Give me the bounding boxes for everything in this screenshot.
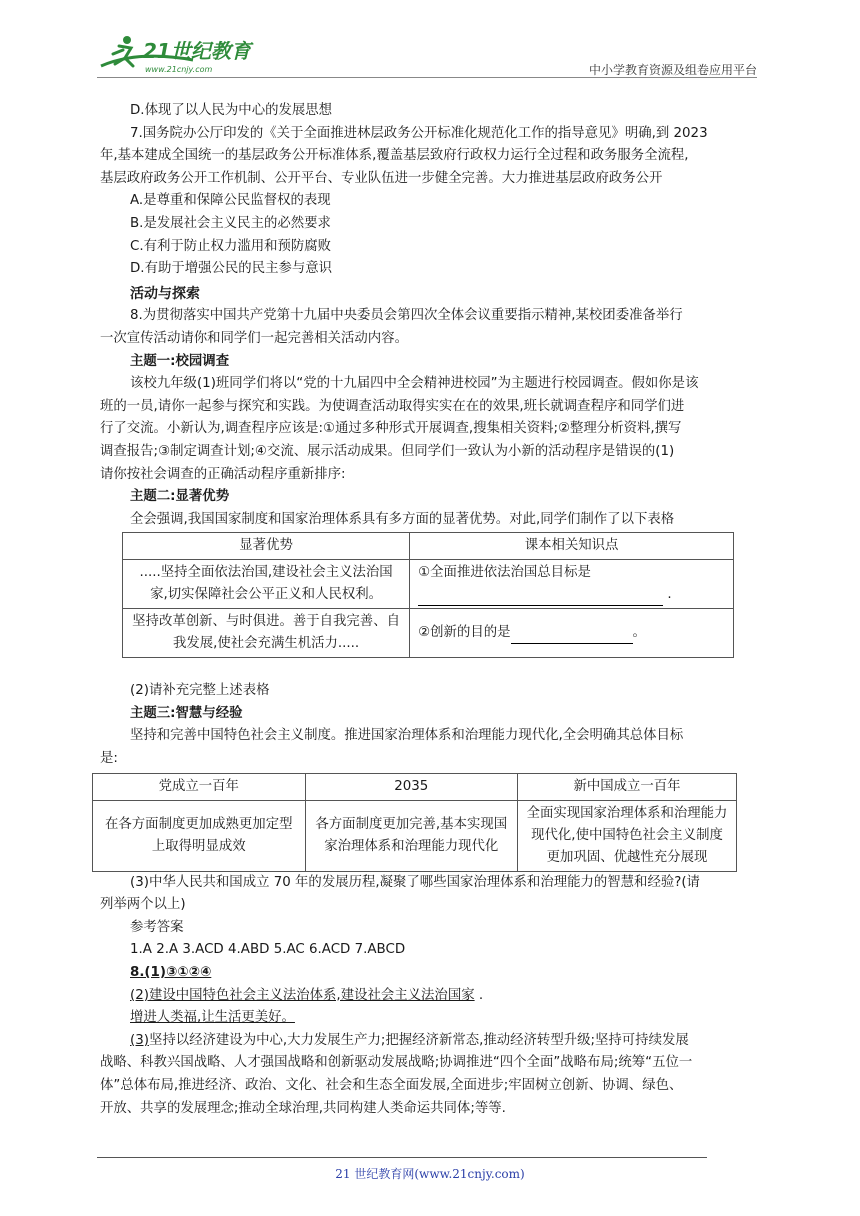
table-row (93, 800, 737, 871)
goals-table (92, 773, 737, 872)
q7-option-a: A.是尊重和保障公民监督权的表现 (130, 193, 331, 209)
answer-8-6: 体”总体布局,推进经济、政治、文化、社会和生态全面发展,全面进步;牢固树立创新、协调、绿色、 (100, 1078, 683, 1093)
table1-cell-knowledge-2-text: ②创新的目的是 (418, 625, 511, 641)
table-row (123, 560, 734, 609)
table2-cell-prc: 全面实现国家治理体系和治理能力现代化,使中国特色社会主义制度更加巩固、优越性充分展现 (518, 800, 737, 871)
advantage-table (122, 532, 734, 658)
21cnjy-logo (97, 30, 277, 80)
document-body (100, 100, 770, 1120)
q8-stem-line2: 一次宣传活动请你和同学们一起完善相关活动内容。 (100, 330, 408, 346)
table1-cell-knowledge-2-tail: 。 (632, 625, 646, 641)
answer-blank-1[interactable] (418, 605, 663, 606)
answer-8-1 (130, 962, 770, 985)
table1-cell-advantage-1: .....坚持全面依法治国,建设社会主义法治国家,切实保障社会公平正义和人民权利。 (123, 560, 410, 609)
answer-8-7: 开放、共享的发展理念;推动全球治理,共同构建人类命运共同体;等等. (100, 1100, 506, 1116)
table2-cell-2035: 各方面制度更加完善,基本实现国家治理体系和治理能力现代化 (305, 800, 518, 871)
page-header (97, 30, 757, 80)
table1-header-knowledge: 课本相关知识点 (410, 533, 734, 560)
table1-header-advantage: 显著优势 (123, 533, 410, 560)
q7-option-b: B.是发展社会主义民主的必然要求 (130, 215, 331, 231)
table2-header-2035: 2035 (305, 773, 518, 800)
footer-source: 21 世纪教育网(www.21cnjy.com) (335, 1167, 525, 1181)
svg-text:21世纪教育: 21世纪教育 (143, 39, 251, 63)
theme2-line1: 全会强调,我国国家制度和国家治理体系具有多方面的显著优势。对此,同学们制作了以下表格 (130, 511, 675, 527)
q7-option-c: C.有利于防止权力滥用和预防腐败 (130, 238, 332, 254)
q8-part3-line1: (3)中华人民共和国成立 70 年的发展历程,凝聚了哪些国家治理体系和治理能力的智慧和经验?(请 (130, 874, 700, 890)
section-heading: 活动与探索 (130, 285, 200, 302)
header-divider (97, 77, 757, 78)
table-row (123, 609, 734, 658)
q6-option-d: D.体现了以人民为中心的发展思想 (130, 103, 333, 118)
q7-stem-line2: 年,基本建成全国统一的基层政务公开标准体系,覆盖基层致府行政权力运行全过程和政务服务全流程, (100, 148, 689, 164)
table1-cell-knowledge-2 (410, 609, 734, 658)
table2-cell-party: 在各方面制度更加成熟更加定型上取得明显成效 (93, 800, 306, 871)
footer-divider (97, 1157, 707, 1158)
theme1-heading: 主题一:校园调查 (130, 353, 230, 369)
answer-mc: 1.A 2.A 3.ACD 4.ABD 5.AC 6.ACD 7.ABCD (130, 942, 406, 958)
table1-cell-knowledge-1 (410, 560, 734, 609)
answer-8-5: 战略、科教兴国战略、人才强国战略和创新驱动发展战略;协调推进“四个全面”战略布局;统筹“五位一 (100, 1055, 693, 1071)
svg-text:www.21cnjy.com: www.21cnjy.com (145, 65, 213, 74)
theme1-line5: 请你按社会调查的正确活动程序重新排序: (100, 466, 346, 482)
q8-part2-prompt: (2)请补充完整上述表格 (130, 683, 270, 699)
answer-8-4-text: 坚持以经济建设为中心,大力发展生产力;把握经济新常态,推动经济转型升级;坚持可持续发展 (148, 1032, 689, 1048)
table1-cell-knowledge-1-tail: . (667, 587, 672, 603)
q7-stem-line3: 基层政府政务公开工作机制、公开平台、专业队伍进一步健全完善。大力推进基层政府政务公开 (100, 170, 663, 186)
q7-stem-line1: 7.国务院办公厅印发的《关于全面推进林层政务公开标准化规范化工作的指导意见》明确,到 2023 (130, 125, 708, 141)
answer-8-3 (130, 1007, 770, 1030)
q7-option-d: D.有助于增强公民的民主参与意识 (130, 261, 333, 277)
table2-header-party: 党成立一百年 (93, 773, 306, 800)
answer-8-2 (130, 985, 770, 1008)
table2-header-prc: 新中国成立一百年 (518, 773, 737, 800)
answer-8-2-tail: . (474, 987, 484, 1003)
theme3-line2: 是: (100, 751, 118, 767)
theme1-line3: 行了交流。小新认为,调查程序应该是:①通过多种形式开展调查,搜集相关资料;②整理分析资料,撰写 (100, 421, 682, 437)
table1-cell-knowledge-1-text: ①全面推进依法治国总目标是 (418, 565, 591, 581)
answer-blank-2[interactable] (511, 643, 633, 644)
theme3-heading: 主题三:智慧与经验 (130, 705, 243, 721)
answer-8-2-text: (2)建设中国特色社会主义法治体系,建设社会主义法治国家 (130, 987, 475, 1003)
theme2-heading: 主题二:显著优势 (130, 489, 230, 505)
theme3-line1: 坚持和完善中国特色社会主义制度。推进国家治理体系和治理能力现代化,全会明确其总体目标 (130, 728, 684, 744)
answer-key-title: 参考答案 (130, 919, 184, 935)
q8-part3-line2: 列举两个以上) (100, 897, 186, 913)
q8-stem-line1: 8.为贯彻落实中国共产党第十九届中央委员会第四次全体会议重要指示精神,某校团委准备举行 (130, 308, 683, 324)
answer-8-4 (130, 1030, 770, 1053)
answer-8-1-text: 8.(1)③①②④ (130, 965, 212, 981)
theme1-line1: 该校九年级(1)班同学们将以“党的十九届四中全会精神进校园”为主题进行校园调查。假如你是该 (130, 376, 699, 392)
theme1-line2: 班的一员,请你一起参与探究和实践。为使调查活动取得实实在在的效果,班长就调查程序和同学们进 (100, 398, 685, 414)
header-platform-text: 中小学教育资源及组卷应用平台 (588, 63, 757, 77)
answer-8-3-text: 增进人类福,让生活更美好。 (130, 1010, 295, 1026)
answer-8-4-label: (3) (130, 1032, 149, 1048)
theme1-line4: 调查报告;③制定调查计划;④交流、展示活动成果。但同学们一致认为小新的活动程序是错误的(1) (100, 443, 675, 459)
table1-cell-advantage-2: 坚持改革创新、与时俱进。善于自我完善、自我发展,使社会充满生机活力..... (123, 609, 410, 658)
